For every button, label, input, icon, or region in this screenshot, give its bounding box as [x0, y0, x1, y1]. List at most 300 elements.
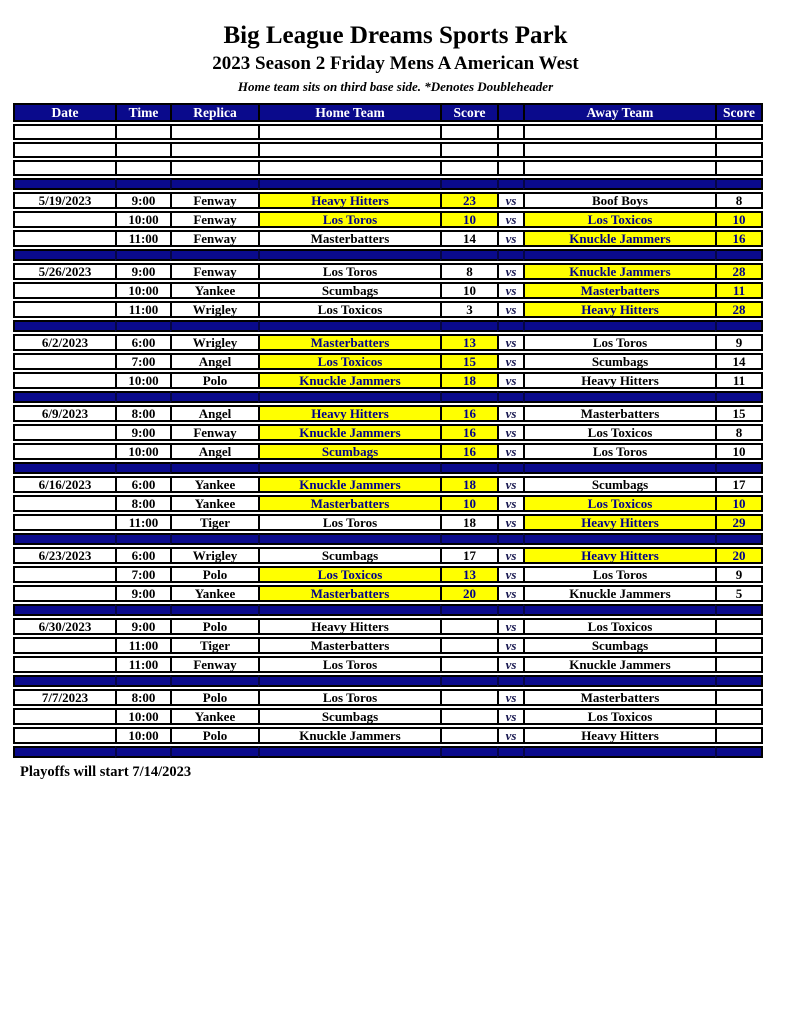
home-score-cell: 16: [440, 405, 497, 422]
home-score-cell: 8: [440, 263, 497, 280]
replica-cell: Angel: [170, 405, 258, 422]
replica-cell: [170, 142, 258, 158]
time-cell: 10:00: [115, 708, 170, 725]
away-score-cell: [715, 320, 763, 332]
date-cell: 6/16/2023: [13, 476, 115, 493]
home-score-cell: 16: [440, 443, 497, 460]
away-score-cell: 11: [715, 372, 763, 389]
home-score-cell: [440, 124, 497, 140]
time-cell: 8:00: [115, 405, 170, 422]
away-score-cell: 9: [715, 566, 763, 583]
game-row: [13, 689, 763, 706]
vs-cell: vs: [497, 637, 523, 654]
away-score-cell: [715, 727, 763, 744]
game-row: [13, 405, 763, 422]
game-row: [13, 727, 763, 744]
replica-cell: Fenway: [170, 192, 258, 209]
date-cell: 6/30/2023: [13, 618, 115, 635]
away-team-cell: Los Toros: [523, 334, 715, 351]
game-row: [13, 495, 763, 512]
game-row: [13, 372, 763, 389]
home-score-cell: [440, 178, 497, 190]
replica-cell: [170, 320, 258, 332]
time-cell: 11:00: [115, 301, 170, 318]
vs-cell: [497, 142, 523, 158]
replica-cell: Yankee: [170, 708, 258, 725]
vs-cell: vs: [497, 495, 523, 512]
document-header: [0, 0, 791, 95]
away-score-cell: 28: [715, 263, 763, 280]
home-team-cell: Knuckle Jammers: [258, 372, 440, 389]
date-cell: [13, 160, 115, 176]
game-row: [13, 618, 763, 635]
game-row: [13, 334, 763, 351]
vs-cell: vs: [497, 230, 523, 247]
date-cell: [13, 211, 115, 228]
vs-cell: vs: [497, 353, 523, 370]
away-team-cell: Los Toxicos: [523, 495, 715, 512]
home-team-cell: Scumbags: [258, 443, 440, 460]
away-score-cell: 10: [715, 495, 763, 512]
away-score-cell: [715, 249, 763, 261]
away-team-cell: Knuckle Jammers: [523, 656, 715, 673]
column-header-replica: Replica: [170, 103, 258, 122]
time-cell: 11:00: [115, 514, 170, 531]
home-team-cell: Scumbags: [258, 708, 440, 725]
away-team-cell: Los Toros: [523, 443, 715, 460]
away-team-cell: Masterbatters: [523, 405, 715, 422]
game-row: [13, 637, 763, 654]
away-score-cell: [715, 124, 763, 140]
time-cell: [115, 320, 170, 332]
replica-cell: Polo: [170, 618, 258, 635]
date-cell: [13, 462, 115, 474]
away-score-cell: [715, 708, 763, 725]
game-row: [13, 547, 763, 564]
replica-cell: Polo: [170, 689, 258, 706]
replica-cell: Yankee: [170, 282, 258, 299]
home-team-cell: [258, 604, 440, 616]
away-team-cell: [523, 160, 715, 176]
vs-cell: [497, 391, 523, 403]
away-team-cell: Knuckle Jammers: [523, 263, 715, 280]
home-score-cell: 18: [440, 514, 497, 531]
date-cell: [13, 230, 115, 247]
page-note: Home team sits on third base side. *Denotes Doubleheader: [237, 79, 554, 95]
home-team-cell: Knuckle Jammers: [258, 727, 440, 744]
vs-cell: vs: [497, 708, 523, 725]
page-subtitle: 2023 Season 2 Friday Mens A American West: [212, 52, 579, 74]
away-team-cell: [523, 746, 715, 758]
home-score-cell: [440, 160, 497, 176]
schedule-body: [13, 124, 763, 758]
time-cell: 8:00: [115, 495, 170, 512]
home-team-cell: Scumbags: [258, 282, 440, 299]
away-score-cell: [715, 604, 763, 616]
home-team-cell: [258, 142, 440, 158]
time-cell: 9:00: [115, 585, 170, 602]
date-cell: [13, 249, 115, 261]
empty-row: [13, 142, 763, 158]
home-score-cell: 10: [440, 282, 497, 299]
replica-cell: Tiger: [170, 637, 258, 654]
column-header-home-score: Score: [440, 103, 497, 122]
away-team-cell: [523, 320, 715, 332]
replica-cell: [170, 160, 258, 176]
date-cell: [13, 178, 115, 190]
time-cell: 9:00: [115, 263, 170, 280]
home-score-cell: [440, 249, 497, 261]
date-cell: [13, 495, 115, 512]
vs-cell: vs: [497, 424, 523, 441]
vs-cell: vs: [497, 211, 523, 228]
away-score-cell: 28: [715, 301, 763, 318]
date-cell: 7/7/2023: [13, 689, 115, 706]
away-team-cell: Heavy Hitters: [523, 547, 715, 564]
home-team-cell: Heavy Hitters: [258, 618, 440, 635]
home-score-cell: 14: [440, 230, 497, 247]
replica-cell: Tiger: [170, 514, 258, 531]
away-score-cell: 9: [715, 334, 763, 351]
time-cell: 6:00: [115, 547, 170, 564]
away-team-cell: Masterbatters: [523, 689, 715, 706]
game-row: [13, 476, 763, 493]
vs-cell: vs: [497, 566, 523, 583]
home-team-cell: [258, 249, 440, 261]
home-team-cell: Masterbatters: [258, 495, 440, 512]
home-score-cell: [440, 618, 497, 635]
away-team-cell: Los Toxicos: [523, 618, 715, 635]
replica-cell: Yankee: [170, 476, 258, 493]
date-cell: 6/9/2023: [13, 405, 115, 422]
replica-cell: [170, 249, 258, 261]
home-score-cell: 15: [440, 353, 497, 370]
separator-row: [13, 391, 763, 403]
vs-cell: [497, 178, 523, 190]
column-header-home-team: Home Team: [258, 103, 440, 122]
home-score-cell: [440, 746, 497, 758]
date-cell: [13, 566, 115, 583]
replica-cell: [170, 746, 258, 758]
time-cell: 11:00: [115, 656, 170, 673]
replica-cell: [170, 604, 258, 616]
away-score-cell: [715, 462, 763, 474]
replica-cell: Angel: [170, 443, 258, 460]
replica-cell: Polo: [170, 566, 258, 583]
away-team-cell: Los Toxicos: [523, 211, 715, 228]
replica-cell: Fenway: [170, 230, 258, 247]
home-score-cell: 17: [440, 547, 497, 564]
time-cell: 10:00: [115, 211, 170, 228]
away-score-cell: 29: [715, 514, 763, 531]
away-score-cell: 10: [715, 443, 763, 460]
away-score-cell: 8: [715, 424, 763, 441]
game-row: [13, 301, 763, 318]
separator-row: [13, 249, 763, 261]
date-cell: [13, 604, 115, 616]
away-team-cell: [523, 675, 715, 687]
time-cell: [115, 746, 170, 758]
time-cell: [115, 462, 170, 474]
time-cell: 10:00: [115, 372, 170, 389]
empty-row: [13, 124, 763, 140]
replica-cell: Fenway: [170, 424, 258, 441]
replica-cell: Polo: [170, 372, 258, 389]
home-team-cell: [258, 160, 440, 176]
replica-cell: Angel: [170, 353, 258, 370]
away-score-cell: [715, 637, 763, 654]
home-team-cell: Heavy Hitters: [258, 192, 440, 209]
page-title: Big League Dreams Sports Park: [223, 22, 568, 49]
replica-cell: Yankee: [170, 495, 258, 512]
home-team-cell: [258, 746, 440, 758]
game-row: [13, 566, 763, 583]
game-row: [13, 353, 763, 370]
home-team-cell: [258, 533, 440, 545]
away-team-cell: [523, 142, 715, 158]
away-score-cell: [715, 656, 763, 673]
date-cell: [13, 708, 115, 725]
date-cell: [13, 746, 115, 758]
time-cell: [115, 249, 170, 261]
away-team-cell: [523, 178, 715, 190]
time-cell: 9:00: [115, 618, 170, 635]
separator-row: [13, 533, 763, 545]
game-row: [13, 424, 763, 441]
away-score-cell: 17: [715, 476, 763, 493]
away-team-cell: Boof Boys: [523, 192, 715, 209]
game-row: [13, 230, 763, 247]
away-team-cell: Scumbags: [523, 353, 715, 370]
home-team-cell: [258, 124, 440, 140]
home-team-cell: Masterbatters: [258, 637, 440, 654]
home-score-cell: [440, 533, 497, 545]
playoffs-note: Playoffs will start 7/14/2023: [20, 764, 192, 781]
away-score-cell: 8: [715, 192, 763, 209]
vs-cell: vs: [497, 656, 523, 673]
away-score-cell: 14: [715, 353, 763, 370]
date-cell: [13, 301, 115, 318]
time-cell: [115, 391, 170, 403]
away-score-cell: 5: [715, 585, 763, 602]
replica-cell: Wrigley: [170, 547, 258, 564]
game-row: [13, 514, 763, 531]
home-score-cell: 10: [440, 211, 497, 228]
away-team-cell: [523, 391, 715, 403]
column-header-vs: [497, 103, 523, 122]
away-score-cell: [715, 160, 763, 176]
vs-cell: vs: [497, 263, 523, 280]
away-score-cell: [715, 142, 763, 158]
replica-cell: Fenway: [170, 656, 258, 673]
away-team-cell: [523, 462, 715, 474]
home-team-cell: Masterbatters: [258, 585, 440, 602]
home-team-cell: Los Toxicos: [258, 566, 440, 583]
column-header-away-team: Away Team: [523, 103, 715, 122]
away-score-cell: [715, 178, 763, 190]
time-cell: [115, 604, 170, 616]
time-cell: [115, 160, 170, 176]
vs-cell: vs: [497, 547, 523, 564]
away-score-cell: 11: [715, 282, 763, 299]
date-cell: [13, 372, 115, 389]
time-cell: 10:00: [115, 282, 170, 299]
date-cell: [13, 637, 115, 654]
time-cell: [115, 178, 170, 190]
empty-row: [13, 160, 763, 176]
time-cell: [115, 675, 170, 687]
separator-row: [13, 604, 763, 616]
home-score-cell: [440, 462, 497, 474]
home-team-cell: Los Toros: [258, 211, 440, 228]
date-cell: 5/26/2023: [13, 263, 115, 280]
home-score-cell: 20: [440, 585, 497, 602]
date-cell: [13, 424, 115, 441]
vs-cell: vs: [497, 334, 523, 351]
game-row: [13, 263, 763, 280]
time-cell: 11:00: [115, 637, 170, 654]
away-team-cell: Los Toxicos: [523, 708, 715, 725]
time-cell: [115, 142, 170, 158]
home-score-cell: [440, 656, 497, 673]
away-team-cell: Scumbags: [523, 476, 715, 493]
home-team-cell: [258, 320, 440, 332]
home-team-cell: Masterbatters: [258, 230, 440, 247]
vs-cell: [497, 249, 523, 261]
home-score-cell: [440, 391, 497, 403]
replica-cell: Fenway: [170, 263, 258, 280]
column-header-away-score: Score: [715, 103, 763, 122]
time-cell: 9:00: [115, 424, 170, 441]
game-row: [13, 211, 763, 228]
separator-row: [13, 675, 763, 687]
date-cell: [13, 585, 115, 602]
away-score-cell: [715, 618, 763, 635]
column-header-time: Time: [115, 103, 170, 122]
away-team-cell: Los Toros: [523, 566, 715, 583]
vs-cell: vs: [497, 618, 523, 635]
vs-cell: [497, 533, 523, 545]
column-header-date: Date: [13, 103, 115, 122]
vs-cell: vs: [497, 476, 523, 493]
away-team-cell: Los Toxicos: [523, 424, 715, 441]
vs-cell: vs: [497, 514, 523, 531]
time-cell: 11:00: [115, 230, 170, 247]
vs-cell: vs: [497, 282, 523, 299]
home-score-cell: [440, 320, 497, 332]
away-score-cell: 20: [715, 547, 763, 564]
replica-cell: Wrigley: [170, 334, 258, 351]
vs-cell: [497, 604, 523, 616]
separator-row: [13, 178, 763, 190]
time-cell: [115, 124, 170, 140]
home-team-cell: Heavy Hitters: [258, 405, 440, 422]
vs-cell: vs: [497, 689, 523, 706]
replica-cell: Yankee: [170, 585, 258, 602]
home-score-cell: 3: [440, 301, 497, 318]
game-row: [13, 708, 763, 725]
home-score-cell: [440, 708, 497, 725]
away-score-cell: [715, 391, 763, 403]
date-cell: [13, 727, 115, 744]
away-team-cell: Heavy Hitters: [523, 727, 715, 744]
vs-cell: vs: [497, 405, 523, 422]
date-cell: [13, 656, 115, 673]
home-team-cell: Masterbatters: [258, 334, 440, 351]
home-score-cell: 18: [440, 372, 497, 389]
away-score-cell: 15: [715, 405, 763, 422]
away-team-cell: [523, 124, 715, 140]
home-team-cell: Knuckle Jammers: [258, 476, 440, 493]
vs-cell: [497, 160, 523, 176]
home-team-cell: Scumbags: [258, 547, 440, 564]
home-team-cell: Los Toros: [258, 689, 440, 706]
away-team-cell: [523, 249, 715, 261]
separator-row: [13, 746, 763, 758]
home-team-cell: [258, 178, 440, 190]
home-score-cell: 13: [440, 334, 497, 351]
game-row: [13, 282, 763, 299]
away-team-cell: [523, 604, 715, 616]
vs-cell: [497, 675, 523, 687]
vs-cell: [497, 320, 523, 332]
home-team-cell: [258, 391, 440, 403]
game-row: [13, 443, 763, 460]
away-score-cell: [715, 675, 763, 687]
vs-cell: [497, 462, 523, 474]
away-score-cell: 16: [715, 230, 763, 247]
time-cell: 10:00: [115, 443, 170, 460]
replica-cell: [170, 533, 258, 545]
away-team-cell: Heavy Hitters: [523, 372, 715, 389]
time-cell: 6:00: [115, 334, 170, 351]
time-cell: 10:00: [115, 727, 170, 744]
home-score-cell: [440, 727, 497, 744]
home-team-cell: Los Toxicos: [258, 301, 440, 318]
home-score-cell: 10: [440, 495, 497, 512]
away-team-cell: Heavy Hitters: [523, 514, 715, 531]
away-score-cell: [715, 746, 763, 758]
game-row: [13, 192, 763, 209]
home-score-cell: 13: [440, 566, 497, 583]
date-cell: 6/2/2023: [13, 334, 115, 351]
game-row: [13, 585, 763, 602]
time-cell: [115, 533, 170, 545]
date-cell: [13, 514, 115, 531]
date-cell: 6/23/2023: [13, 547, 115, 564]
time-cell: 7:00: [115, 566, 170, 583]
time-cell: 6:00: [115, 476, 170, 493]
separator-row: [13, 462, 763, 474]
date-cell: [13, 124, 115, 140]
home-team-cell: [258, 675, 440, 687]
table-header-row: [13, 103, 763, 122]
home-team-cell: Los Toxicos: [258, 353, 440, 370]
vs-cell: vs: [497, 192, 523, 209]
away-team-cell: Scumbags: [523, 637, 715, 654]
game-row: [13, 656, 763, 673]
home-team-cell: Los Toros: [258, 263, 440, 280]
replica-cell: [170, 124, 258, 140]
replica-cell: Wrigley: [170, 301, 258, 318]
vs-cell: [497, 124, 523, 140]
date-cell: 5/19/2023: [13, 192, 115, 209]
vs-cell: vs: [497, 727, 523, 744]
home-score-cell: [440, 142, 497, 158]
home-team-cell: Los Toros: [258, 514, 440, 531]
date-cell: [13, 320, 115, 332]
vs-cell: vs: [497, 443, 523, 460]
